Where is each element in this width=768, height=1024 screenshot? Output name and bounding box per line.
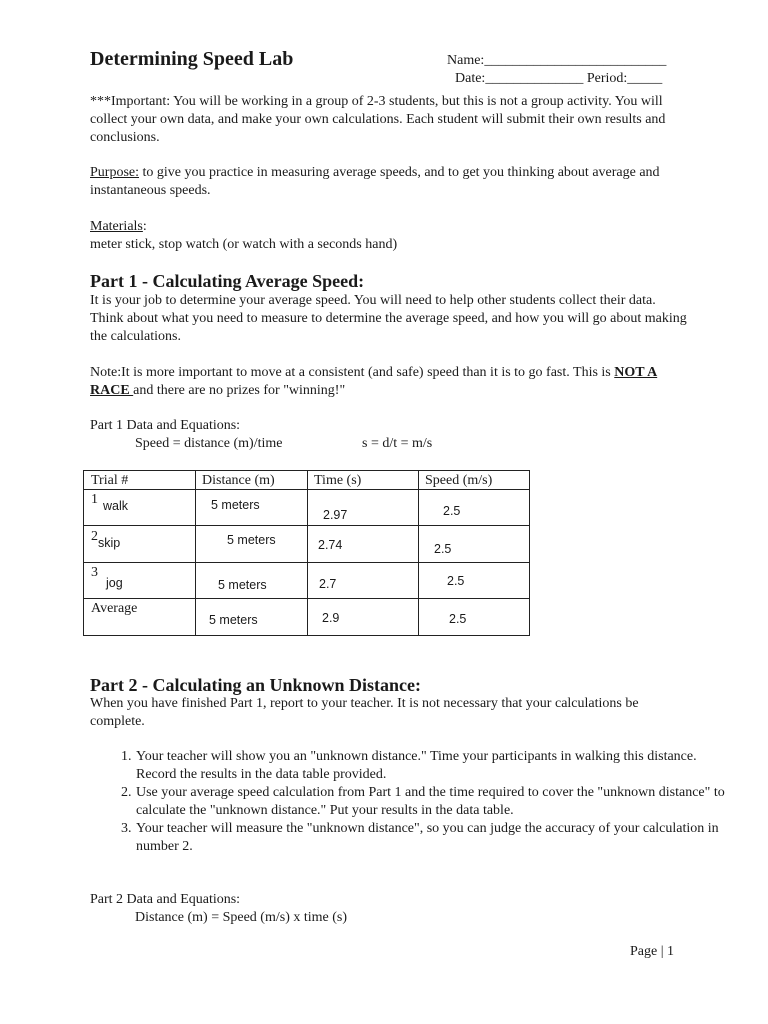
speed-equation: Speed = distance (m)/time bbox=[135, 436, 283, 451]
distance-equation: Distance (m) = Speed (m/s) x time (s) bbox=[135, 910, 348, 925]
time-value: 2.74 bbox=[318, 538, 343, 552]
distance-cell bbox=[196, 563, 308, 599]
note-suffix: and there are no prizes for "winning!" bbox=[133, 383, 346, 398]
speed-cell bbox=[419, 526, 530, 563]
list-item: 3. Your teacher will measure the "unknown distance", so you can judge the accuracy of your calculation in number 2. bbox=[135, 820, 735, 856]
distance-value: 5 meters bbox=[209, 613, 258, 627]
list-item: 2. Use your average speed calculation from Part 1 and the time required to cover the "unknown distance" to calculate the "unknown distance." Put your results in the data table. bbox=[135, 784, 735, 820]
materials-list: meter stick, stop watch (or watch with a seconds hand) bbox=[90, 237, 398, 252]
purpose-paragraph bbox=[90, 164, 690, 200]
trial-cell bbox=[84, 526, 196, 563]
speed-value: 2.5 bbox=[447, 574, 465, 588]
time-cell bbox=[308, 563, 419, 599]
time-cell bbox=[308, 490, 419, 526]
page-number: Page | 1 bbox=[630, 944, 675, 959]
table-header-row bbox=[84, 471, 530, 490]
trial-number: Average bbox=[91, 601, 138, 616]
table-header-cell bbox=[84, 471, 196, 490]
table-row bbox=[84, 490, 530, 526]
part2-equations-label: Part 2 Data and Equations: bbox=[90, 892, 241, 907]
page-title: Determining Speed Lab bbox=[90, 48, 294, 70]
time-cell bbox=[308, 526, 419, 563]
trial-number: 1 bbox=[91, 492, 98, 507]
speed-cell bbox=[419, 490, 530, 526]
time-cell bbox=[308, 599, 419, 636]
table-row bbox=[84, 526, 530, 563]
part2-paragraph: When you have finished Part 1, report to your teacher. It is not necessary that your calculations be complete. bbox=[90, 696, 639, 729]
materials-label: Materials bbox=[90, 219, 143, 234]
header-distance: Distance (m) bbox=[202, 473, 275, 488]
table-header-cell bbox=[196, 471, 308, 490]
part1-data-table bbox=[83, 470, 530, 636]
distance-cell bbox=[196, 599, 308, 636]
speed-cell bbox=[419, 599, 530, 636]
trial-cell bbox=[84, 599, 196, 636]
speed-value: 2.5 bbox=[434, 542, 452, 556]
distance-cell bbox=[196, 490, 308, 526]
trial-number: 2 bbox=[91, 529, 98, 544]
part1-equations-label: Part 1 Data and Equations: bbox=[90, 418, 241, 433]
name-field-line: Name:__________________________ bbox=[447, 53, 667, 68]
purpose-text: to give you practice in measuring average speeds, and to get you thinking about average and instantaneous speeds. bbox=[90, 165, 660, 198]
speed-cell bbox=[419, 563, 530, 599]
not-a-race-emphasis: NOT A RACE bbox=[90, 365, 658, 398]
trial-activity: walk bbox=[103, 499, 129, 513]
table-header-cell bbox=[419, 471, 530, 490]
header-time: Time (s) bbox=[314, 473, 362, 488]
materials-colon: : bbox=[142, 219, 147, 234]
part1-heading: Part 1 - Calculating Average Speed: bbox=[90, 271, 365, 291]
distance-value: 5 meters bbox=[227, 533, 276, 547]
header-trial: Trial # bbox=[91, 473, 129, 488]
trial-activity: skip bbox=[98, 536, 121, 550]
trial-number: 3 bbox=[91, 565, 98, 580]
speed-value: 2.5 bbox=[443, 504, 461, 518]
note-prefix: Note:It is more important to move at a consistent (and safe) speed than it is to go fast. This is bbox=[90, 365, 615, 380]
time-value: 2.97 bbox=[323, 508, 348, 522]
distance-value: 5 meters bbox=[218, 578, 267, 592]
list-item: 1. Your teacher will show you an "unknown distance." Time your participants in walking this distance. Record the results in the data table provided. bbox=[135, 748, 735, 784]
important-note: ***Important: You will be working in a group of 2-3 students, but this is not a group activity. You will collect your own data, and make your own calculations. Each student will submit their own results and conclusions. bbox=[90, 94, 666, 145]
materials-heading bbox=[90, 218, 147, 236]
trial-cell bbox=[84, 490, 196, 526]
time-value: 2.9 bbox=[322, 611, 340, 625]
distance-cell bbox=[196, 526, 308, 563]
trial-cell bbox=[84, 563, 196, 599]
part1-paragraph: It is your job to determine your average speed. You will need to help other students collect their data. Think about what you need to measure to determine the average speed, and how you will go about making the calculations. bbox=[90, 293, 687, 344]
distance-value: 5 meters bbox=[211, 498, 260, 512]
speed-formula: s = d/t = m/s bbox=[362, 436, 433, 451]
trial-activity: jog bbox=[106, 576, 123, 590]
speed-value: 2.5 bbox=[449, 612, 467, 626]
purpose-label: Purpose: bbox=[90, 165, 139, 180]
table-header-cell bbox=[308, 471, 419, 490]
date-period-field-line: Date:______________ Period:_____ bbox=[455, 71, 663, 86]
part2-steps-list bbox=[90, 748, 735, 856]
part2-heading: Part 2 - Calculating an Unknown Distance: bbox=[90, 675, 422, 695]
time-value: 2.7 bbox=[319, 577, 337, 591]
table-row bbox=[84, 563, 530, 599]
table-row bbox=[84, 599, 530, 636]
header-speed: Speed (m/s) bbox=[425, 473, 493, 488]
part1-note bbox=[90, 364, 690, 400]
